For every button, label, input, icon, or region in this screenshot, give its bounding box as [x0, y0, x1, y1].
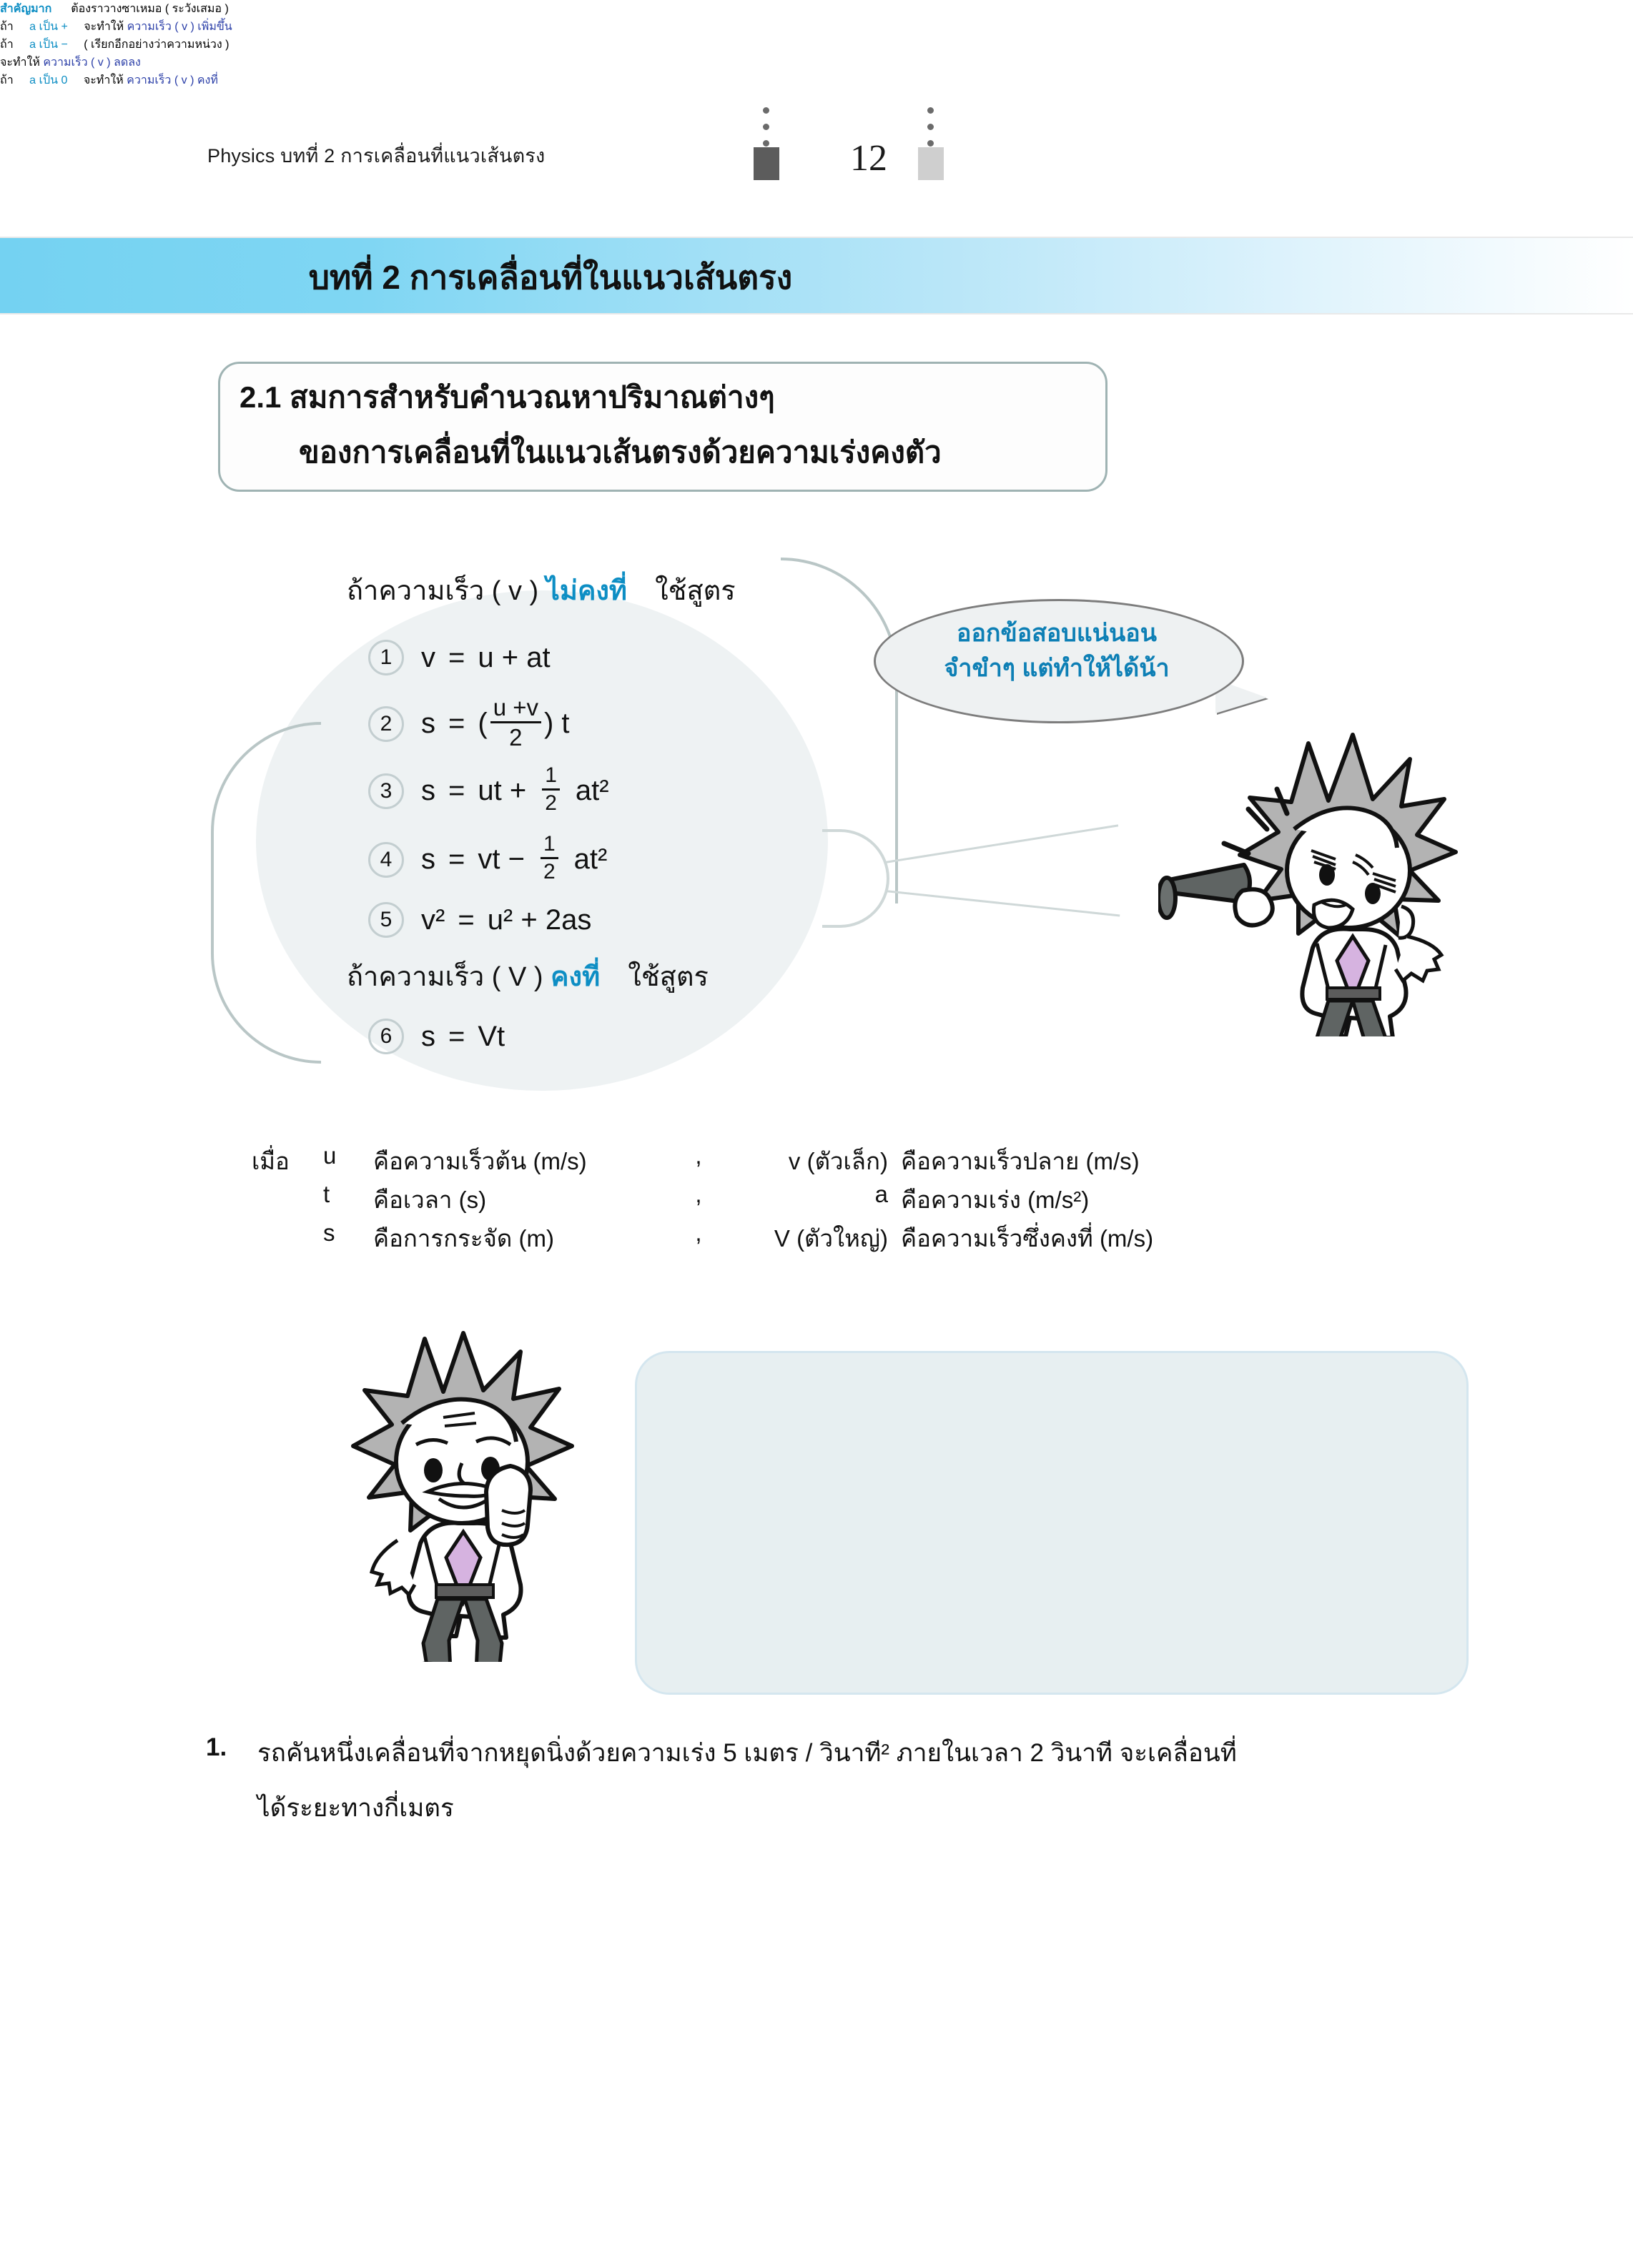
- def-text-v-small: คือความเร็วปลาย (m/s): [901, 1148, 1140, 1174]
- def-text-u: คือความเร็วต้น (m/s): [373, 1148, 587, 1174]
- formula-2-lhs: s: [421, 708, 435, 739]
- formula-index-4: 4: [368, 842, 404, 878]
- formula-4-head: vt −: [478, 843, 525, 875]
- formula-2-denominator: 2: [509, 724, 523, 751]
- definition-row: [252, 1142, 1201, 1181]
- chapter-title: บทที่ 2 การเคลื่อนที่ในแนวเส้นตรง: [308, 259, 793, 296]
- formula-row-3: [368, 763, 609, 816]
- formula-1-eq: =: [448, 641, 465, 673]
- note4-result: ความเร็ว ( v ) ลดลง: [43, 56, 141, 69]
- note-title-rest: ต้องราวางซาเหมอ ( ระวังเสมอ ): [71, 3, 229, 15]
- fraction-bar: [541, 857, 558, 859]
- formula-6-lhs: s: [421, 1020, 435, 1052]
- speech-line-1: ออกข้อสอบแน่นอน: [957, 620, 1157, 647]
- def-symbol-v-small: v (ตัวเล็ก): [788, 1148, 888, 1174]
- scientist-thumbs-up-illustration: [336, 1326, 601, 1662]
- cond2-suffix: ใช้สูตร: [628, 962, 709, 992]
- formula-index-5: 5: [368, 902, 404, 938]
- formula-index-1: 1: [368, 640, 404, 675]
- formula-5-eq: =: [458, 903, 475, 936]
- definitions-lead: เมื่อ: [252, 1148, 290, 1174]
- problem-line-2: ได้ระยะทางกี่เมตร: [257, 1794, 454, 1822]
- formula-2-tail: ) t: [543, 708, 570, 739]
- note5-result-lead: จะทำให้: [83, 74, 124, 86]
- note2-if: ถ้า: [0, 21, 14, 33]
- section-heading-line1: 2.1 สมการสำหรับคำนวณหาปริมาณต่างๆ: [240, 380, 775, 414]
- formula-row-6: [368, 1019, 505, 1054]
- formula-row-1: [368, 640, 551, 675]
- problem-line-1: รถคันหนึ่งเคลื่อนที่จากหยุดนิ่งด้วยความเร่ง 5 เมตร / วินาที² ภายในเวลา 2 วินาที จะเคลื่อนที่: [257, 1739, 1237, 1767]
- formula-5-lhs: v²: [421, 903, 445, 936]
- formula-row-4: [368, 832, 608, 884]
- note2-result-lead: จะทำให้: [84, 21, 124, 33]
- note5-result: ความเร็ว ( v ) คงที่: [127, 74, 218, 86]
- formula-index-3: 3: [368, 773, 404, 809]
- formula-3-eq: =: [448, 775, 465, 806]
- formula-3-tail: at²: [575, 775, 609, 806]
- note-line-4: [0, 54, 1633, 71]
- important-note-box: [635, 1351, 1469, 1695]
- section-heading-line2: ของการเคลื่อนที่ในแนวเส้นตรงด้วยความเร่งคงตัว: [299, 435, 942, 469]
- formula-index-2: 2: [368, 706, 404, 742]
- cond1-prefix: ถ้าความเร็ว ( v ): [347, 576, 539, 606]
- problem-number: 1.: [206, 1733, 227, 1761]
- cond1-highlight: ไม่คงที่: [546, 576, 627, 606]
- formula-4-lhs: s: [421, 843, 435, 875]
- symbol-definitions: [252, 1142, 1201, 1258]
- sound-ray-2: [885, 890, 1120, 916]
- note3-paren: ( เรียกอีกอย่างว่าความหน่วง ): [84, 39, 230, 51]
- def-text-t: คือเวลา (s): [373, 1187, 487, 1213]
- formula-4-denominator: 2: [543, 860, 556, 883]
- cond1-suffix: ใช้สูตร: [655, 576, 736, 606]
- formula-row-5: [368, 902, 591, 938]
- note-line-2: [0, 18, 1633, 36]
- definition-row: [252, 1219, 1201, 1258]
- note-line-5: [0, 71, 1633, 89]
- note2-cond: a เป็น +: [29, 21, 68, 33]
- def-symbol-t: t: [323, 1181, 330, 1207]
- page-number: 12: [850, 138, 887, 179]
- note3-cond: a เป็น −: [29, 39, 68, 51]
- marker-square-dark: [754, 147, 779, 180]
- formula-3-numerator: 1: [545, 763, 557, 787]
- formula-index-6: 6: [368, 1019, 404, 1054]
- note3-if: ถ้า: [0, 39, 14, 51]
- note5-if: ถ้า: [0, 74, 14, 86]
- formula-2-numerator: u +v: [493, 694, 538, 720]
- running-header: Physics บทที่ 2 การเคลื่อนที่แนวเส้นตรง: [207, 145, 546, 167]
- speech-line-2: จำขำๆ แต่ทำให้ได้น้า: [944, 655, 1170, 683]
- condition-non-constant: [347, 568, 736, 612]
- speech-bubble-text: [874, 616, 1240, 687]
- scientist-with-megaphone-illustration: [1158, 722, 1530, 1036]
- def-comma-3: ,: [695, 1219, 702, 1246]
- bracket-left-decoration: [211, 722, 321, 1064]
- def-text-v-big: คือความเร็วซึ่งคงที่ (m/s): [901, 1225, 1154, 1252]
- formula-2-fraction: [490, 695, 541, 749]
- def-symbol-a: a: [874, 1181, 888, 1207]
- note-line-1: [0, 0, 1633, 18]
- formula-2-paren-open: (: [478, 708, 488, 739]
- formula-3-fraction: [542, 765, 560, 814]
- formula-4-tail: at²: [573, 843, 608, 875]
- def-comma-2: ,: [695, 1181, 702, 1207]
- note4-result-lead: จะทำให้: [0, 56, 40, 69]
- def-text-s: คือการกระจัด (m): [373, 1225, 554, 1252]
- def-comma-1: ,: [695, 1142, 702, 1169]
- note-title: สำคัญมาก: [0, 3, 52, 15]
- condition-constant: [347, 954, 709, 998]
- fraction-bar: [490, 721, 541, 723]
- formula-3-head: ut +: [478, 775, 527, 806]
- formula-1-lhs: v: [421, 641, 435, 673]
- def-symbol-s: s: [323, 1219, 335, 1246]
- formula-3-lhs: s: [421, 775, 435, 806]
- def-symbol-v-big: V (ตัวใหญ่): [774, 1225, 888, 1252]
- sound-ray-1: [885, 824, 1118, 863]
- fraction-bar: [542, 788, 560, 791]
- page-marker: [729, 107, 1015, 193]
- cond2-highlight: คงที่: [551, 962, 601, 992]
- note2-result: ความเร็ว ( v ) เพิ่มขึ้น: [127, 21, 232, 33]
- formula-2-eq: =: [448, 708, 465, 739]
- formula-6-eq: =: [448, 1020, 465, 1052]
- formula-1-rhs: u + at: [478, 641, 551, 673]
- note5-cond: a เป็น 0: [29, 74, 68, 86]
- formula-5-rhs: u² + 2as: [487, 903, 592, 936]
- definition-row: [252, 1181, 1201, 1219]
- formula-6-rhs: Vt: [478, 1020, 505, 1052]
- formula-3-denominator: 2: [545, 791, 557, 815]
- formula-4-fraction: [541, 833, 558, 883]
- def-symbol-u: u: [323, 1142, 337, 1169]
- formula-4-numerator: 1: [543, 832, 556, 856]
- note-line-3: [0, 36, 1633, 54]
- formula-4-eq: =: [448, 843, 465, 875]
- formula-row-2: [368, 694, 570, 751]
- def-text-a: คือความเร่ง (m/s²): [901, 1187, 1090, 1213]
- cond2-prefix: ถ้าความเร็ว ( V ): [347, 962, 543, 992]
